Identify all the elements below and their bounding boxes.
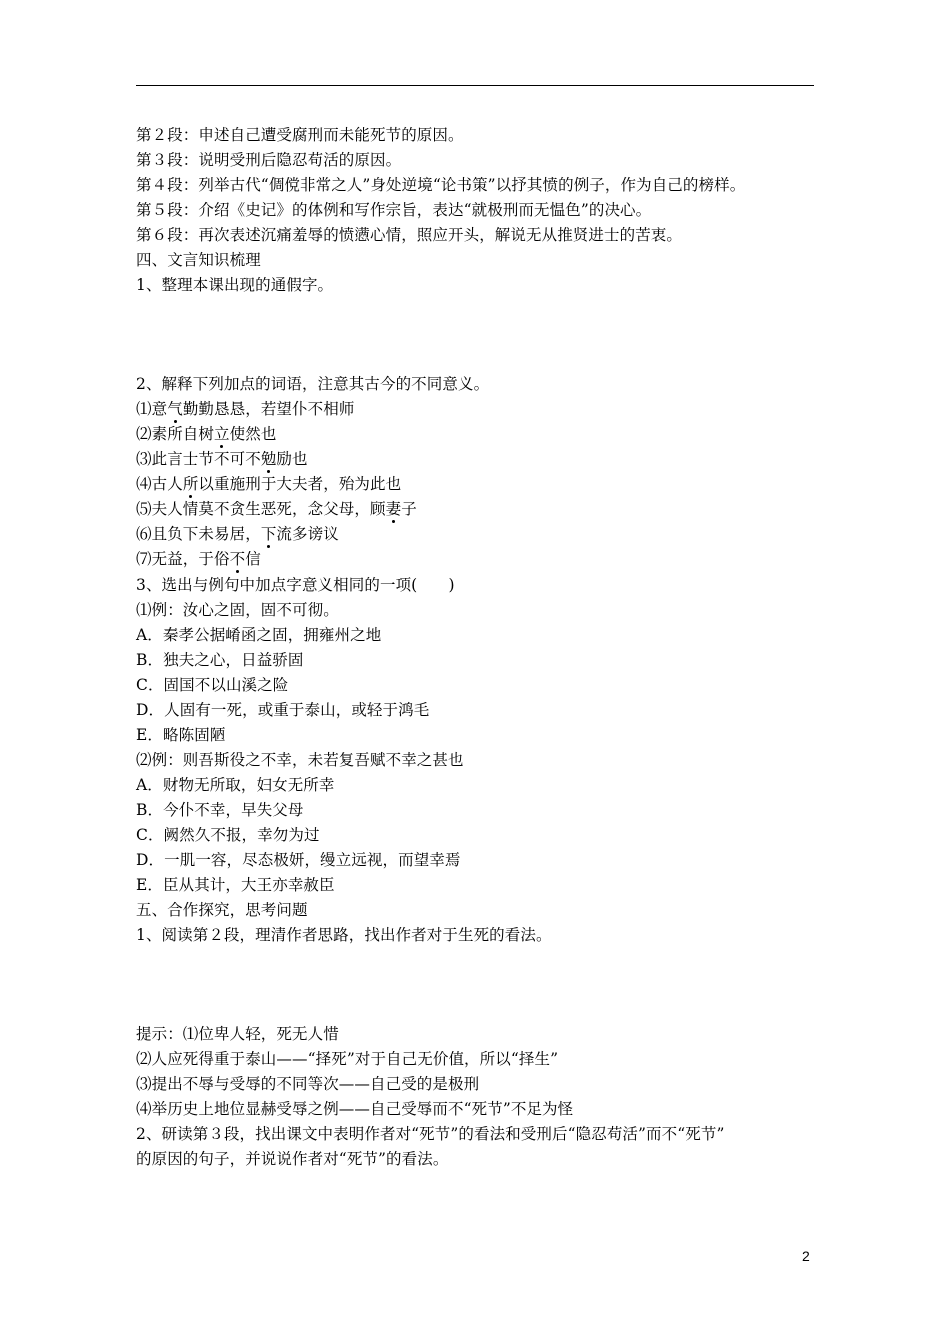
dotted-char: 气	[167, 400, 183, 418]
question-3-title: 3、选出与例句中加点字意义相同的一项( )	[136, 576, 455, 594]
q3-1-option-d: D．人固有一死，或重于泰山，或轻于鸿毛	[136, 701, 430, 719]
section-5-heading: 五、合作探究，思考问题	[136, 901, 308, 919]
q2-item-6: ⑹且负下未易居，下流多谤议	[136, 525, 339, 543]
q3-1-option-a: A．秦孝公据崤函之固，拥雍州之地	[136, 626, 382, 644]
q2-item-3: ⑶此言士节不可不勉励也	[136, 450, 308, 468]
dotted-char: 妻	[385, 500, 402, 518]
page-number: 2	[802, 1248, 810, 1264]
q3-2-option-e: E．臣从其计，大王亦幸赦臣	[136, 876, 335, 894]
dotted-char: 所	[182, 475, 199, 493]
q3-1-option-c: C．固国不以山溪之险	[136, 676, 289, 694]
question-2-title: 2、解释下列加点的词语，注意其古今的不同意义。	[136, 375, 490, 393]
section-5-question-1: 1、阅读第２段，理清作者思路，找出作者对于生死的看法。	[136, 926, 552, 944]
q2-item-4: ⑷古人所以重施刑于大夫者，殆为此也	[136, 475, 402, 493]
q2-item-5: ⑸夫人情莫不贪生恶死，念父母，顾妻子	[136, 500, 417, 518]
section-5-question-2-cont: 的原因的句子，并说说作者对“死节”的看法。	[136, 1150, 449, 1168]
paragraph-4-summary: 第４段：列举古代“倜傥非常之人”身处逆境“论书策”以抒其愤的例子，作为自己的榜样。	[136, 176, 746, 194]
q3-1-option-e: E．略陈固陋	[136, 726, 226, 744]
dotted-char: 勉	[260, 450, 277, 468]
dotted-char: 不	[229, 550, 246, 568]
q2-item-1: ⑴意气勤勤恳恳，若望仆不相师	[136, 400, 355, 418]
hint-4: ⑷举历史上地位显赫受辱之例——自己受辱而不“死节”不足为怪	[136, 1100, 574, 1118]
hint-1: 提示：⑴位卑人轻，死无人惜	[136, 1025, 339, 1043]
hint-3: ⑶提出不辱与受辱的不同等次——自己受的是极刑	[136, 1075, 480, 1093]
paragraph-6-summary: 第６段：再次表述沉痛羞辱的愤懑心情，照应开头，解说无从推贤进士的苦衷。	[136, 226, 683, 244]
q3-2-option-a: A．财物无所取，妇女无所幸	[136, 776, 335, 794]
dotted-char: 立	[214, 425, 230, 443]
paragraph-2-summary: 第２段：申述自己遭受腐刑而未能死节的原因。	[136, 126, 464, 144]
q3-2-option-d: D．一肌一容，尽态极妍，缦立远视，而望幸焉	[136, 851, 461, 869]
section-5-question-2: 2、研读第３段，找出课文中表明作者对“死节”的看法和受刑后“隐忍苟活”而不“死节”	[136, 1125, 725, 1143]
q2-item-2: ⑵素所自树立使然也	[136, 425, 277, 443]
question-1-tongjiazi: 1、整理本课出现的通假字。	[136, 276, 334, 294]
q3-2-option-c: C．阙然久不报，幸勿为过	[136, 826, 320, 844]
dotted-char: 下	[260, 525, 277, 543]
q3-2-option-b: B．今仆不幸，早失父母	[136, 801, 304, 819]
paragraph-3-summary: 第３段：说明受刑后隐忍苟活的原因。	[136, 151, 402, 169]
section-4-heading: 四、文言知识梳理	[136, 251, 261, 269]
header-rule	[136, 85, 814, 86]
q3-example-1: ⑴例：汝心之固，固不可彻。	[136, 601, 339, 619]
q3-1-option-b: B．独夫之心，日益骄固	[136, 651, 304, 669]
hint-2: ⑵人应死得重于泰山——“择死”对于自己无价值，所以“择生”	[136, 1050, 559, 1068]
q3-example-2: ⑵例：则吾斯役之不幸，未若复吾赋不幸之甚也	[136, 751, 464, 769]
q2-item-7: ⑺无益，于俗不信	[136, 550, 261, 568]
paragraph-5-summary: 第５段：介绍《史记》的体例和写作宗旨，表达“就极刑而无愠色”的决心。	[136, 201, 652, 219]
